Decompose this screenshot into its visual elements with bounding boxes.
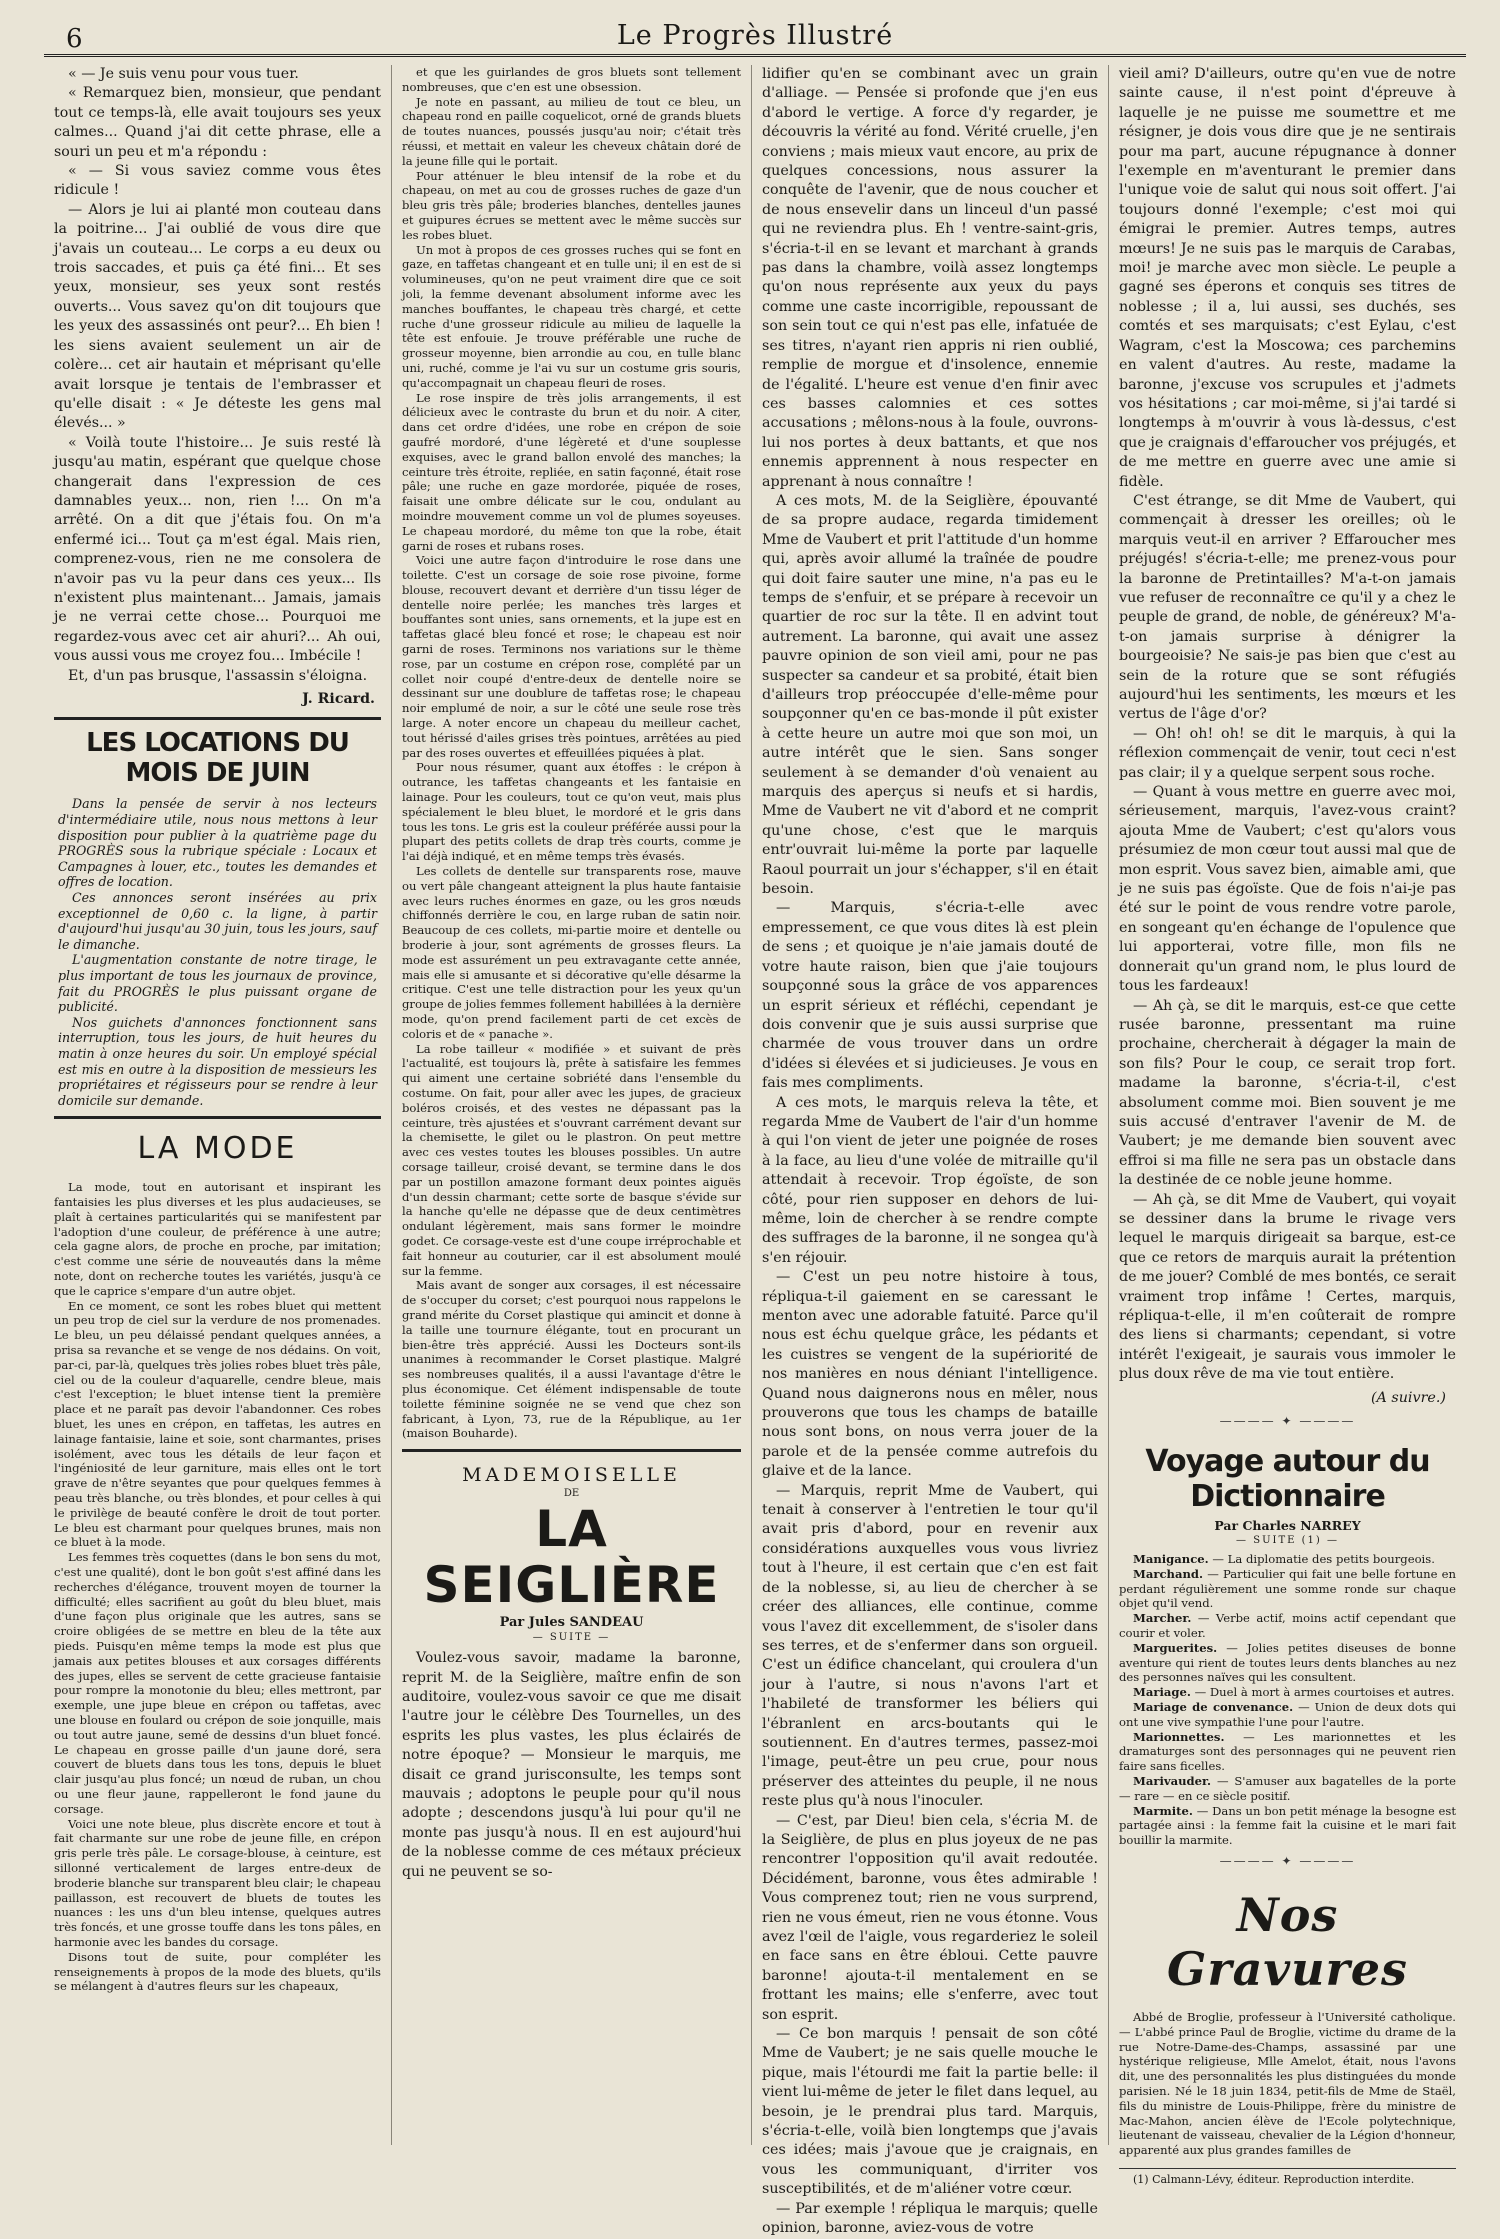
serial-text-end (1119, 65, 1456, 1408)
column-2 (391, 65, 751, 2145)
dictionary-entry (1119, 1804, 1456, 1848)
serial-title: LA SEIGLIÈRE (423, 1500, 720, 1615)
serial-paragraph: A ces mots, M. de la Seiglière, épouvanté de sa propre audace, regarda timidement Mme de Vaubert et prit l'attitude d'un homme qui, après avoir allumé la traînée de poudre qui doit faire sauter une mine, n'a pas eu le temps de s'enfuir, et se prépare à recevoir un quartier de roc sur la tête. Il en advint tout autrement. La baronne, qui avait une assez pauvre opinion de son vieil ami, pour ne pas suspecter sa candeur et sa probité, était bien d'ailleurs trop préoccupée d'elle-même pour soupçonner qu'en ce bas-monde il pût exister à cette heure un autre moi que son moi, un autre intérêt que le sien. Sans songer seulement à se demander d'où venaient au marquis des aperçus si neufs et si hardis, Mme de Vaubert ne vit d'abord et ne comprit qu'une chose, c'est que le marquis entr'ouvrait lui-même la porte par laquelle Raoul pourrait un jour s'échapper, s'il en était besoin. (762, 492, 1098, 898)
serial-paragraph: — Quant à vous mettre en guerre avec moi, sérieusement, marquis, l'avez-vous craint? ajouta Mme de Vaubert; c'est qu'alors vous présumiez de mon cœur tout aussi mal que de mon esprit. Vous savez bien, aimable ami, que je ne suis pas égoïste. Que de fois n'ai-je pas été sur le point de vous rendre votre parole, en songeant qu'en échange de l'opulence que lui apporterai, votre fille, mon fils ne donnerait qu'un grand nom, le plus lourd de tous les fardeaux! (1119, 784, 1456, 995)
mode-paragraph: La mode, tout en autorisant et inspirant les fantaisies les plus diverses et les plus audacieuses, se plaît à certaines particularités qui se manifestent par l'adoption d'une couleur, de préférence à une autre; cela gagne alors, de proche en proche, par imitation; c'est comme une série de nouveautés dans la même note, dont on recherche toutes les variétés, jusqu'à ce que le caprice s'empare d'un autre objet. (54, 1180, 381, 1298)
ornament-divider: ———— ✦ ———— (1219, 1414, 1356, 1429)
dictionary-entry (1119, 1730, 1456, 1774)
gravures-paragraph: Abbé de Broglie, professeur à l'Université catholique. — L'abbé prince Paul de Broglie, victime du drame de la rue Notre-Dame-des-Champs, assassiné par une hystérique religieuse, Mlle Amelot, était, nous l'avons dit, une des personnalités les plus distinguées du monde parisien. Né le 18 juin 1834, petit-fils de Mme de Staël, fils du ministre de Louis-Philippe, frère du ministre de Mac-Mahon, ancien élève de l'Ecole polytechnique, lieutenant de vaisseau, chevalier de la Légion d'honneur, apparenté aux plus grandes familles de (1119, 2009, 1456, 2158)
serial-paragraph: — C'est un peu notre histoire à tous, répliqua-t-il gaiement en se caressant le menton avec une adorable fatuité. Parce qu'il nous est échu quelque grâce, les pédants et les cuistres se vengent de la supériorité de nos manières en nous déniant l'intelligence. Quand nous daignerons nous en mêler, nous prouverons que tous les champs de bataille nous sont bons, on nous verra jouer de la parole et de la pensée comme autrefois du glaive et de la lance. (762, 1269, 1098, 1480)
voyage-author: Par Charles NARREY (1214, 1518, 1361, 1534)
notice-paragraph: Ces annonces seront insérées au prix exceptionnel de 0,60 c. la ligne, à partir d'aujourd'hui jusqu'au 30 juin, tous les jours, sauf le dimanche. (58, 889, 377, 952)
locations-heading: LES LOCATIONS DU MOIS DE JUIN (86, 728, 349, 789)
section-divider (54, 1116, 381, 1119)
entry-term: Marchand. (1133, 1566, 1204, 1581)
story-paragraph: « Remarquez bien, monsieur, que pendant tout ce temps-là, elle avait toujours ses yeux calmes... Quand j'ai dit cette phrase, elle a souri un peu et m'a répondu : (54, 85, 381, 160)
footnote: (1) Calmann-Lévy, éditeur. Reproduction interdite. (1119, 2168, 1456, 2186)
serial-author: Par Jules SANDEAU (499, 1615, 644, 1631)
story-paragraph: « — Je suis venu pour vous tuer. (68, 66, 299, 82)
serial-paragraph: — Oh! oh! oh! se dit le marquis, à qui la réflexion commençait de venir, tout ceci n'est pas clair; il y a quelque serpent sous roche. (1119, 725, 1456, 781)
entry-term: Marguerites. (1133, 1640, 1218, 1655)
mode-paragraph: En ce moment, ce sont les robes bluet qui mettent un peu trop de ciel sur la verdure de nos promenades. Le bleu, un peu délaissé pendant quelques années, a prisa sa revanche et se venge de nos dédains. On voit, par-ci, par-là, quelques très jolies robes bluet très pâle, ciel ou de la couleur d'aquarelle, cendre bleue, mais c'est l'exception; le bluet intense tient la première place et ne paraît pas devoir l'abandonner. Ces robes bluet, les unes en crépon, en taffetas, les autres en lainage fantaisie, laine et soie, sont charmantes, prises isolément, avec tous les détails de leur façon et l'ingéniosité de leur garniture, mais elles ont le tort grave de n'être seyantes que pour quelques femmes à peau très blanche, ou très blondes, et pour celles à qui le privilège de beauté confère le droit de tout porter. Le bleu est charmant pour quelques brunes, mais non ce bluet à la mode. (54, 1298, 381, 1550)
dictionary-entries (1119, 1552, 1456, 1848)
entry-definition: — Jolies petites diseuses de bonne aventure qui rient de toutes leurs dents blanches au nez des personnes naïves qui les consultent. (1119, 1640, 1456, 1685)
serial-text-start (402, 1649, 741, 1882)
serial-paragraph: — Ah çà, se dit le marquis, est-ce que cette rusée baronne, pressentant ma ruine prochaine, chercherait à dégager la main de son fils? Pour le coup, ce serait trop fort. madame la baronne, s'écria-t-il, c'est absolument comme moi. Bien souvent je me suis accusé d'entraver l'avenir de M. de Vaubert; je me demande bien souvent avec effroi si ma fille ne sera pas un obstacle dans la destinée de ce noble jeune homme. (1119, 997, 1456, 1189)
dictionary-entry (1119, 1552, 1456, 1567)
mode-paragraph: Disons tout de suite, pour compléter les renseignements à propos de la mode des bluets, qu'ils se mélangent à d'autres fleurs sur les chapeaux, (54, 1949, 381, 1994)
mode-article-part2 (402, 65, 741, 1441)
column-1 (44, 65, 391, 2145)
serial-suite: — SUITE — (532, 1632, 611, 1644)
section-divider (54, 717, 381, 720)
serial-paragraph: — Marquis, s'écria-t-elle avec empressement, ce que vous dites là est plein de sens ; et quoique je n'aie jamais douté de votre haute raison, bien que j'aie toujours soupçonné sous la grâce de vos apparences un esprit sérieux et réfléchi, cependant je dois convenir que je suis aussi surprise que charmée de vous trouver dans un ordre d'idées si élevées et si judicieuses. Je vous en fais mes compliments. (762, 900, 1098, 1092)
voyage-suite: — SUITE (1) — (1236, 1535, 1339, 1547)
serial-heading: MADEMOISELLE (462, 1464, 681, 1487)
entry-definition: — Dans un bon petit ménage la besogne est partagée ainsi : la femme fait la cuisine et le mari fait bouillir la marmite. (1119, 1803, 1457, 1848)
notice-paragraph: Nos guichets d'annonces fonctionnent sans interruption, tous les jours, de huit heures du matin à onze heures du soir. Un employé spécial est mis en outre à la disposition de messieurs les propriétaires et régisseurs pour se rendre à leur domicile sur demande. (58, 1014, 377, 1108)
mode-paragraph: et que les guirlandes de gros bluets sont tellement nombreuses, que c'en est une obsession. (402, 65, 741, 94)
entry-definition: — La diplomatie des petits bourgeois. (1212, 1552, 1435, 1567)
notice-paragraph: Dans la pensée de servir à nos lecteurs d'intermédiaire utile, nous nous mettons à leur disposition pour publier à la quatrième page du PROGRÈS sous la rubrique spéciale : Locaux et Campagnes à louer, etc., toutes les demandes et offres de location. (58, 796, 377, 890)
serial-text-continued (762, 65, 1098, 2239)
mode-paragraph: Voici une note bleue, plus discrète encore et tout à fait charmante sur une robe de jeune fille, en crépon gris perle très pâle. Le corsage-blouse, à ceinture, est sillonné verticalement de larges entre-deux de broderie blanche sur transparent bleu clair; le chapeau paillasson, est recouvert de bluets de toutes les nuances : les uns d'un bleu intense, quelques autres très foncés, et une grosse touffe dans les tons pâles, en harmonie avec les bandes du corsage. (54, 1816, 381, 1949)
mode-paragraph: Je note en passant, au milieu de tout ce bleu, un chapeau rond en paille coquelicot, orné de grands bluets de toutes nuances, poussés jusqu'au noir; c'était très réussi, et mettait en valeur les cheveux châtain doré de la jeune fille qui le portait. (402, 94, 741, 168)
entry-definition: — Duel à mort à armes courtoises et autres. (1194, 1685, 1455, 1700)
serial-paragraph: Voulez-vous savoir, madame la baronne, reprit M. de la Seiglière, maître enfin de son auditoire, voulez-vous savoir ce que me disait l'autre jour le célèbre Des Tournelles, un des esprits les plus vastes, les plus éclairés de notre époque? — Monsieur le marquis, me disait ce grand jurisconsulte, les temps sont mauvais ; adoptons le peuple pour qu'il nous adopte ; descendons jusqu'à lui pour qu'il ne monte pas jusqu'à nous. Il en est aujourd'hui de la noblesse comme de ces métaux précieux qui ne peuvent se so- (402, 1650, 741, 1880)
story-paragraph: — Alors je lui ai planté mon couteau dans la poitrine... J'ai oublié de vous dire que j'avais un couteau... Le corps a eu deux ou trois saccades, et puis ça été fini... Et ses yeux, monsieur, ses yeux sont restés ouverts... Vous savez qu'on dit toujours que les yeux des assassinés ont peur?... Eh bien ! les siens avaient seulement un air de colère... cet air hautain et méprisant qu'elle avait lorsque je tentais de l'embrasser et qu'elle disait : « Je déteste les gens mal élevés... » (54, 201, 381, 432)
entry-term: Mariage de convenance. (1133, 1700, 1294, 1714)
page-header (44, 20, 1466, 57)
dictionary-entry (1119, 1685, 1456, 1700)
story-paragraph: Et, d'un pas brusque, l'assassin s'éloigna. (68, 667, 368, 684)
mode-paragraph: La robe tailleur « modifiée » et suivant de près l'actualité, est toujours là, prête à satisfaire les femmes qui aiment une certaine sobriété dans l'ensemble du costume. On fait, pour aller avec les jupes, de gracieux boléros croisés, et des vestes ne dépassant pas la ceinture, très ajustées et s'ouvrant carrément devant sur la chemisette, le gilet ou le plastron. On peut mettre avec ces vestes toutes les blouses possibles. Un autre corsage tailleur, croisé devant, se termine dans le dos par un postillon amazone formant deux pointes aiguës d'un dessin charmant; cette sorte de basque s'évide sur la hanche qu'elle ne dépasse que de deux centimètres ondulant légèrement, mais sans former le moindre godet. Ce corsage-veste est d'une coupe irréprochable et fait honneur au couturier, car il est absolument moulé sur la femme. (402, 1041, 741, 1278)
dictionary-entry (1119, 1641, 1456, 1685)
story-paragraph: « — Si vous saviez comme vous êtes ridicule ! (54, 163, 381, 199)
entry-definition: — Verbe actif, moins actif cependant que courir et voler. (1119, 1611, 1457, 1641)
serial-paragraph: — Par exemple ! répliqua le marquis; quelle opinion, baronne, aviez-vous de votre (762, 2200, 1098, 2237)
column-3 (751, 65, 1108, 2237)
entry-term: Marcher. (1133, 1611, 1192, 1626)
mode-paragraph: Le rose inspire de très jolis arrangements, il est délicieux avec le contraste du brun et du noir. A citer, dans cet ordre d'idées, une robe en crépon de soie gaufré mordoré, d'une légèreté et d'une souplesse exquises, avec le grand ballon envolé des manches; la ceinture très étroite, repliée, en satin façonné, était rose pâle; une ruche en gaze mordorée, piquée de roses, faisait une ombre délicate sur le cou, ondulant au moindre mouvement comme un vol de plumes soyeuses. Le chapeau mordoré, du même ton que la robe, était garni de roses et rubans roses. (402, 390, 741, 553)
dictionary-entry (1119, 1611, 1456, 1641)
entry-definition: — S'amuser aux bagatelles de la porte — rare — en ce siècle positif. (1119, 1773, 1457, 1803)
entry-definition: — Les marionnettes et les dramaturges sont des personnages qui ne peuvent rien faire sans ficelles. (1119, 1729, 1456, 1774)
column-4 (1108, 65, 1466, 2186)
serial-paragraph: vieil ami? D'ailleurs, outre qu'en vue de notre sainte cause, il n'est point d'épreuve à laquelle je ne puisse me soumettre et me résigner, je dois vous dire que je ne sentirais pour ma part, aucune répugnance à donner l'exemple en m'aventurant le premier dans l'unique voie de salut qui nous soit offert. J'ai toujours donné l'exemple; c'est moi qui émigrai le premier. Autres temps, autres mœurs! Je ne suis pas le marquis de Carabas, moi! je marche avec mon siècle. Le peuple a gagné ses éperons et conquis ses titres de noblesse ; il a, lui aussi, ses duchés, ses comtés et ses marquisats; c'est Eylau, c'est Wagram, c'est la Moscowa; ces parchemins en valent d'autres. Au reste, madame la baronne, j'excuse vos scrupules et j'admets vos hésitations ; car moi-même, si j'ai tardé si longtemps à m'ouvrir à vous là-dessus, c'est que je craignais d'effaroucher vos préjugés, et de me mettre en guerre avec une amie si fidèle. (1119, 66, 1456, 490)
entry-term: Marmite. (1133, 1803, 1193, 1818)
serial-paragraph: — Marquis, reprit Mme de Vaubert, qui tenait à conserver à l'entretien le tour qu'il avait pris d'abord, pour en revenir aux considérations auxquelles vous vous livriez tout à l'heure, il est certain que c'en est fait de la noblesse, si, au lieu de chercher à se créer des alliances, elle continue, comme vous l'avez dit excellemment, de s'isoler dans ses terres, et de s'enfermer dans son orgueil. C'est un édifice chancelant, qui croulera d'un jour à l'autre, si nous n'avons l'art et l'habileté de transformer les béliers qui l'ébranlent en arcs-boutants qui le soutiennent. En d'autres termes, passez-moi l'image, peut-être un peu crue, pour nous préserver des atteintes du peuple, il ne nous reste plus qu'à nous l'inoculer. (762, 1482, 1098, 1810)
serial-paragraph: — Ce bon marquis ! pensait de son côté Mme de Vaubert; je ne sais quelle mouche le pique, mais l'étourdi me fait la partie belle: il vient lui-même de jeter le filet dans lequel, au besoin, je le prendrai plus tard. Marquis, s'écria-t-elle, voilà bien longtemps que j'avais ces idées; mais j'avoue que je craignais, en vous les communiquant, d'irriter vos susceptibilités, et de m'aliéner votre cœur. (762, 2026, 1098, 2198)
serial-paragraph: A ces mots, le marquis releva la tête, et regarda Mme de Vaubert de l'air d'un homme à qui l'on vient de jeter une poignée de roses à la face, au lieu d'une volée de mitraille qu'il attendait à recevoir. Trop égoïste, de son côté, pour rien supposer en dehors de lui-même, loin de chercher à se rendre compte des suffrages de la baronne, il ne songea qu'à s'en réjouir. (762, 1094, 1098, 1266)
entry-term: Mariage. (1133, 1685, 1191, 1700)
notice-paragraph: L'augmentation constante de notre tirage, le plus important de tous les journaux de province, fait du PROGRÈS le plus puissant organe de publicité. (58, 952, 377, 1015)
story-paragraph: « Voilà toute l'histoire... Je suis resté là jusqu'au matin, espérant que quelque chose changerait dans l'expression de ces damnables yeux... non, rien !... On m'a arrêté. On a dit que j'étais fou. On m'a enfermé ici... Tout ça m'est égal. Mais rien, comprenez-vous, rien ne me consolera de n'avoir pas vu la peur dans ces yeux... Ils n'existent plus maintenant... Jamais, jamais je ne verrai cette chose... Pourquoi me regardez-vous avec cet air ahuri?... Ah oui, vous aussi vous me croyez fou... Imbécile ! (54, 434, 381, 665)
serial-paragraph: — C'est, par Dieu! bien cela, s'écria M. de la Seiglière, de plus en plus joyeux de ne pas rencontrer l'opposition qu'il avait redoutée. Décidément, baronne, vous êtes admirable ! Vous comprenez tout; rien ne vous surprend, rien ne vous émeut, rien ne vous étonne. Vous avez l'œil de l'aigle, vous regarderiez le soleil en face sans en être ébloui. Cette pauvre baronne! ajouta-t-il mentalement en se frottant les mains; elle s'enferre, avec tout son esprit. (762, 1812, 1098, 2023)
dictionary-entry (1119, 1700, 1456, 1730)
serial-paragraph: lidifier qu'en se combinant avec un grain d'alliage. — Pensée si profonde que j'en eus d'abord le vertige. A force d'y regarder, je découvris la vérité au fond. Vérité cruelle, j'en conviens ; mais mieux vaut encore, au prix de quelques concessions, nous assurer la conquête de l'avenir, que de nous coucher et de nous ensevelir dans un linceul d'un passé qui ne reviendra plus. Eh ! ventre-saint-gris, s'écria-t-il en se levant et marchant à grands pas dans la chambre, voilà assez longtemps qu'on nous représente aux yeux du pays comme une caste incorrigible, repoussant de son sein tout ce qui n'est pas elle, infatuée de ses titres, n'ayant rien appris ni rien oublié, remplie de morgue et d'insolence, ennemie de l'égalité. L'heure est venue d'en finir avec ces basses calomnies et ces sottes accusations ; mêlons-nous à la foule, ouvrons-lui nos portes à deux battants, et que nos ennemis apprennent à nous respecter en apprenant à nous connaître ! (762, 66, 1098, 490)
voyage-heading: Voyage autour du Dictionnaire (1145, 1444, 1430, 1515)
mode-article-part1 (54, 1180, 381, 1994)
story-ending (54, 65, 381, 709)
mode-paragraph: Les collets de dentelle sur transparents rose, mauve ou vert pâle changeant atteignent la plus haute fantaisie avec leurs ruches énormes en gaze, ou les gros nœuds chiffonnés derrière le cou, en large ruban de satin noir. Beaucoup de ces collets, mi-partie moire et dentelle ou broderie à jour, sont agréments de grosses fleurs. La mode est assurément un peu extravagante cette année, mais elle si amusante et si décorative qu'elle désarme la critique. C'est une telle distraction pour les yeux qu'un groupe de jolies femmes follement habillées à la dernière mode, qu'on prend facilement parti de cet excès de coloris et de « panache ». (402, 864, 741, 1041)
gravures-heading: Nos Gravures (1167, 1887, 1408, 1996)
serial-paragraph: — Ah çà, se dit Mme de Vaubert, qui voyait se dessiner dans la brume le rivage vers lequel le marquis dirigeait sa barque, est-ce que ce retors de marquis aurait la prétention de me jouer? Comblé de mes bontés, ce serait vraiment trop infâme ! Certes, marquis, répliqua-t-elle, il m'en coûterait de rompre des liens si charmants; cependant, si votre intérêt l'exigeait, je saurais vous immoler le plus doux rêve de ma vie tout entière. (1119, 1191, 1456, 1383)
ornament-divider: ———— ✦ ———— (1219, 1853, 1356, 1868)
gravures-text (1119, 2010, 1456, 2158)
mode-paragraph: Pour atténuer le bleu intensif de la robe et du chapeau, on met au cou de grosses ruches de gaze d'un bleu gris très pâle; broderies blanches, dentelles jaunes et guipures écrues se mettent avec le même succès sur les robes bluet. (402, 168, 741, 242)
masthead: Le Progrès Illustré (616, 20, 894, 51)
dictionary-entry (1119, 1567, 1456, 1611)
mode-paragraph: Pour nous résumer, quant aux étoffes : le crépon à outrance, les taffetas changeants et les fantaisie en lainage. Pour les couleurs, tout ce qu'on veut, mais plus spécialement le bleu bluet, le mordoré et le gris dans tous les tons. Le gris est la couleur préférée aussi pour la plupart des petits collets de drap très courts, comme je l'ai déjà indiqué, et en même temps très évasés. (402, 760, 741, 864)
entry-term: Marionnettes. (1133, 1729, 1225, 1744)
mode-heading: LA MODE (137, 1131, 298, 1167)
entry-term: Marivauder. (1133, 1773, 1212, 1788)
locations-notice (58, 796, 377, 1108)
serial-de: DE (563, 1488, 580, 1500)
entry-term: Manigance. (1133, 1552, 1209, 1567)
entry-definition: — Union de deux dots qui ont une vive sympathie l'une pour l'autre. (1119, 1700, 1456, 1729)
to-be-continued: (A suivre.) (1370, 1389, 1446, 1406)
mode-paragraph: Un mot à propos de ces grosses ruches qui se font en gaze, en taffetas changeant et en tulle uni; il en est de si volumineuses, qu'on ne peut vraiment dire que ce soit joli, la femme devenant absolument informe avec les manches bouffantes, le chapeau très chargé, et cette ruche d'une grosseur ridicule au milieu de laquelle la tête est enfouie. Je trouve préférable une ruche de grosseur moyenne, bien arrondie au cou, en tulle blanc uni, ruché, comme je l'ai vu sur un costume gris souris, qu'accompagnait un chapeau fleuri de roses. (402, 242, 741, 390)
mode-paragraph: Les femmes très coquettes (dans le bon sens du mot, c'est une qualité), dont le bon goût s'est affiné dans les recherches d'élégance, trouvent moyen de tourner la difficulté; elles sacrifient au goût du bleu bluet, mais d'une façon plus originale que les autres, sans se croire obligées de se mettre en bleu de la tête aux pieds. Puisqu'en même temps la mode est plus que jamais aux petites blouses et aux corsages différents des jupes, elles se servent de cette gracieuse fantaisie pour rompre la monotonie du bleu; elles mettront, par exemple, une jupe bleue en crépon ou taffetas, avec une blouse en foulard ou crépon de soie jonquille, mais ou tout autre jaune, semé de dessins d'un bluet foncé. Le chapeau en grosse paille d'un jaune doré, sera couvert de bluets dans tous les tons, depuis le bluet clair jusqu'au plus foncé; un nœud de ruban, un chou ou une fleur jaune, rappelleront le fond jaune du corsage. (54, 1550, 381, 1816)
serial-paragraph: C'est étrange, se dit Mme de Vaubert, qui commençait à dresser les oreilles; où le marquis veut-il en arriver ? Effaroucher mes préjugés! s'écria-t-elle; me prenez-vous pour la baronne de Pretintailles? M'a-t-on jamais vue refuser de reconnaître ce qu'il y a chez le peuple de grand, de noble, de généreux? M'a-t-on jamais surprise à dénigrer la bourgeoisie? Ne sais-je pas bien que c'est au sein de la roture que se sont réfugiés aujourd'hui les sentiments, les mœurs et les vertus de l'âge d'or? (1119, 492, 1456, 723)
dictionary-entry (1119, 1774, 1456, 1804)
mode-paragraph: Mais avant de songer aux corsages, il est nécessaire de s'occuper du corset; c'est pourquoi nous rappelons le grand mérite du Corset plastique qui amincit et donne à la taille une tournure élégante, tout en procurant un bien-être très apprécié. Aussi les Docteurs sont-ils unanimes à recommander le Corset plastique. Malgré ses nombreuses qualités, il a aussi l'avantage d'être le plus économique. Cet élément indispensable de toute toilette féminine soignée ne se vend que chez son fabricant, à Lyon, 73, rue de la République, au 1er (maison Bouharde). (402, 1278, 741, 1441)
columns (44, 65, 1466, 2237)
story-signature: J. Ricard. (302, 691, 375, 707)
section-divider (402, 1449, 741, 1452)
mode-paragraph: Voici une autre façon d'introduire le rose dans une toilette. C'est un corsage de soie rose pivoine, forme blouse, recouvert devant et derrière d'un tissu léger de dentelle noire perlée; les manches très larges et bouffantes sont unies, sans ornements, et la jupe est en taffetas glacé bleu foncé et rose; le chapeau est noir garni de roses. Terminons nos variations sur le thème rose, par un costume en crépon rose, complété par un collet noir coupé d'entre-deux de dentelle noire se dessinant sur une doublure de taffetas rose; le chapeau noir emplumé de noir, a sur le côté une seule rose très large. A noter encore un chapeau du meilleur cachet, tout hérissé d'ailes grises très pointues, arrêtées au pied par des roses ouvertes et effeuillées piquées à plat. (402, 553, 741, 760)
entry-definition: — Particulier qui fait une belle fortune en perdant régulièrement une somme ronde sur chaque objet qu'il vend. (1119, 1566, 1456, 1611)
page-number: 6 (66, 24, 83, 54)
